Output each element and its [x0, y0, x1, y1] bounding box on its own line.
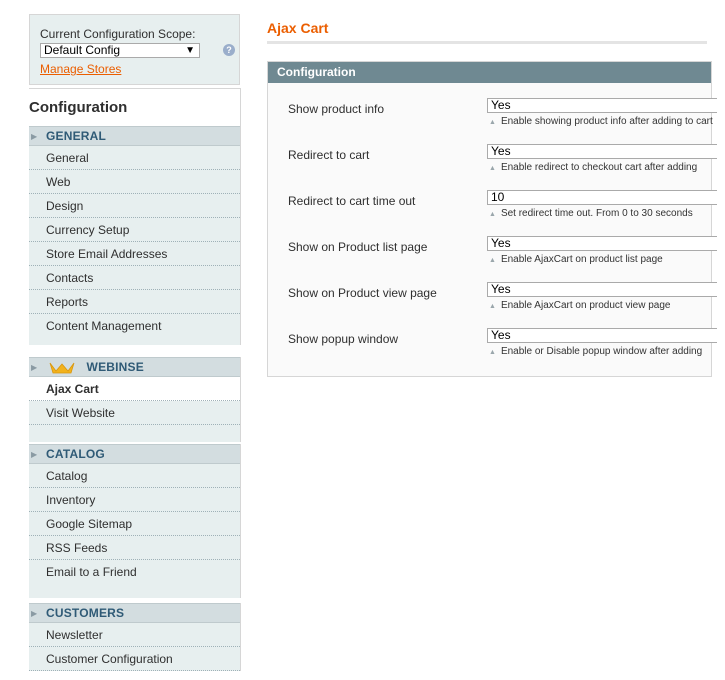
- row-note: [489, 162, 713, 173]
- sidebar-title: [29, 88, 241, 126]
- scope-select-value: Default Config: [44, 43, 121, 57]
- page-title: Ajax Cart: [267, 20, 329, 36]
- product-list-page-select[interactable]: Yes: [487, 236, 717, 251]
- scope-label: Current Configuration Scope:: [40, 27, 196, 41]
- triangle-right-icon: ▶: [31, 450, 38, 459]
- triangle-up-icon: ▲: [489, 119, 496, 126]
- row-note: [489, 346, 713, 357]
- sidebar-item-google-sitemap[interactable]: Google Sitemap: [29, 512, 240, 536]
- row-note-text: Enable showing product info after adding to cart: [500, 116, 713, 127]
- row-note: [489, 254, 713, 265]
- chevron-down-icon: ▼: [185, 45, 195, 56]
- group-header-webinse[interactable]: [29, 357, 240, 377]
- sidebar-item-catalog[interactable]: Catalog: [29, 464, 240, 488]
- triangle-right-icon: ▶: [31, 132, 38, 141]
- group-header-label: WEBINSE: [86, 360, 144, 374]
- row-note: [489, 208, 713, 219]
- sidebar-item-rss-feeds[interactable]: RSS Feeds: [29, 536, 240, 560]
- row-label: Show on Product list page: [288, 240, 428, 254]
- group-spacer: [29, 584, 240, 598]
- sidebar-item-customer-configuration[interactable]: Customer Configuration: [29, 647, 240, 671]
- redirect-time-out-input[interactable]: 10: [487, 190, 717, 205]
- triangle-right-icon: ▶: [31, 609, 38, 618]
- product-view-page-select[interactable]: Yes: [487, 282, 717, 297]
- triangle-right-icon: ▶: [31, 363, 38, 372]
- row-note-text: Enable AjaxCart on product view page: [500, 300, 671, 311]
- row-note: [489, 116, 713, 127]
- config-row-show-product-info: [268, 98, 713, 138]
- sidebar-item-inventory[interactable]: Inventory: [29, 488, 240, 512]
- sidebar-item-newsletter[interactable]: Newsletter: [29, 623, 240, 647]
- sidebar-item-design[interactable]: Design: [29, 194, 240, 218]
- manage-stores-link[interactable]: Manage Stores: [40, 62, 122, 76]
- sidebar-item-ajax-cart[interactable]: Ajax Cart: [29, 377, 240, 401]
- fieldset-header[interactable]: Configuration: [268, 62, 711, 83]
- sidebar-item-web[interactable]: Web: [29, 170, 240, 194]
- sidebar-item-content-management[interactable]: Content Management: [29, 314, 240, 338]
- group-header-catalog[interactable]: [29, 444, 240, 464]
- group-general: [29, 126, 241, 345]
- config-row-redirect-time-out: [268, 190, 713, 230]
- group-catalog: [29, 444, 241, 598]
- show-popup-window-select[interactable]: Yes: [487, 328, 717, 343]
- config-row-product-view-page: [268, 282, 713, 322]
- row-label: Show product info: [288, 102, 385, 116]
- row-note-text: Enable or Disable popup window after adding: [500, 346, 703, 357]
- group-spacer: [29, 425, 240, 442]
- triangle-up-icon: ▲: [489, 257, 496, 264]
- sidebar-item-reports[interactable]: Reports: [29, 290, 240, 314]
- sidebar-item-general[interactable]: General: [29, 146, 240, 170]
- group-header-label: CATALOG: [46, 447, 105, 461]
- scope-switcher: [29, 14, 240, 85]
- sidebar-title-text: Configuration: [29, 99, 128, 116]
- sidebar-item-store-email-addresses[interactable]: Store Email Addresses: [29, 242, 240, 266]
- config-row-redirect-to-cart: [268, 144, 713, 184]
- row-note-text: Enable redirect to checkout cart after adding: [500, 162, 698, 173]
- sidebar-item-contacts[interactable]: Contacts: [29, 266, 240, 290]
- row-label: Show popup window: [288, 332, 399, 346]
- row-note-text: Enable AjaxCart on product list page: [500, 254, 663, 265]
- sidebar-item-currency-setup[interactable]: Currency Setup: [29, 218, 240, 242]
- row-label: Redirect to cart: [288, 148, 370, 162]
- crown-icon: [49, 362, 75, 374]
- triangle-up-icon: ▲: [489, 349, 496, 356]
- help-icon[interactable]: ?: [223, 44, 235, 56]
- group-header-general[interactable]: [29, 126, 240, 146]
- sidebar: [29, 14, 241, 680]
- group-header-customers[interactable]: [29, 603, 240, 623]
- sidebar-item-email-to-a-friend[interactable]: Email to a Friend: [29, 560, 240, 584]
- title-divider: [267, 41, 707, 44]
- group-header-label: GENERAL: [46, 129, 107, 143]
- row-label: Redirect to cart time out: [288, 194, 416, 208]
- configuration-fieldset: [267, 61, 712, 377]
- triangle-up-icon: ▲: [489, 211, 496, 218]
- sidebar-item-visit-website[interactable]: Visit Website: [29, 401, 240, 425]
- triangle-up-icon: ▲: [489, 303, 496, 310]
- show-product-info-select[interactable]: Yes: [487, 98, 717, 113]
- row-label: Show on Product view page: [288, 286, 437, 300]
- config-row-product-list-page: [268, 236, 713, 276]
- group-spacer: [29, 338, 240, 345]
- row-note: [489, 300, 713, 311]
- triangle-up-icon: ▲: [489, 165, 496, 172]
- redirect-to-cart-select[interactable]: Yes: [487, 144, 717, 159]
- group-customers: [29, 603, 241, 671]
- row-note-text: Set redirect time out. From 0 to 30 seconds: [500, 208, 693, 219]
- main-content: [267, 0, 725, 680]
- group-header-label: CUSTOMERS: [46, 606, 125, 620]
- scope-select[interactable]: [40, 43, 200, 58]
- group-webinse: [29, 357, 241, 442]
- config-row-show-popup-window: [268, 328, 713, 368]
